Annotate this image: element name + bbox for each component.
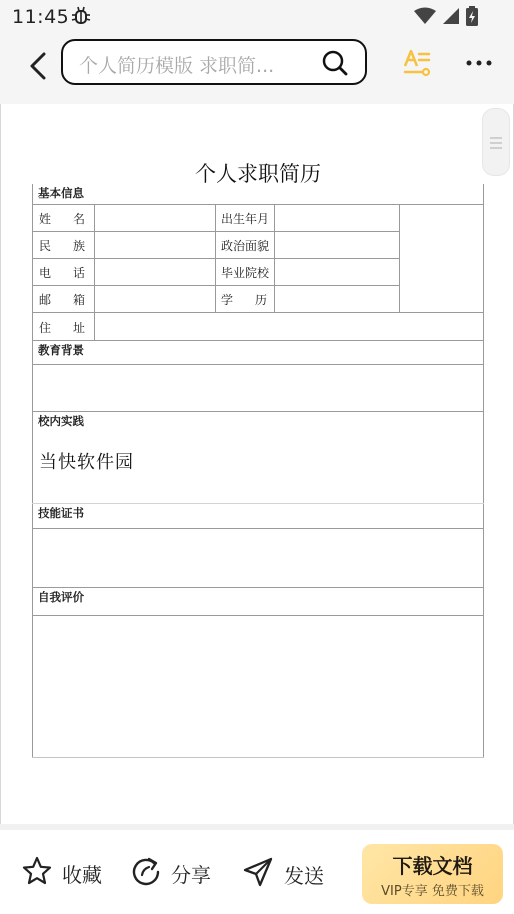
divider — [32, 258, 400, 259]
bottom-action-bar — [0, 830, 514, 914]
back-button[interactable] — [18, 46, 58, 86]
field-label-ethnicity: 民族 — [39, 239, 108, 253]
status-bar — [0, 0, 514, 34]
field-label-address: 住址 — [39, 321, 108, 335]
field-label-email: 邮箱 — [39, 293, 108, 307]
divider — [32, 285, 400, 286]
share-button[interactable] — [131, 856, 211, 891]
status-time: 11:45 — [12, 6, 70, 28]
section-basic-info: 基本信息 — [38, 186, 84, 200]
top-toolbar — [0, 34, 514, 104]
wifi-icon — [414, 7, 436, 29]
bug-icon — [70, 5, 92, 32]
section-campus-practice: 校内实践 — [38, 414, 84, 428]
text-filter-icon[interactable] — [402, 48, 432, 82]
divider — [32, 757, 484, 758]
star-icon — [22, 856, 52, 891]
divider — [32, 364, 484, 365]
field-label-degree: 学历 — [221, 293, 290, 307]
divider — [32, 231, 400, 232]
divider — [32, 411, 484, 412]
share-icon — [131, 856, 161, 891]
send-icon — [242, 856, 274, 893]
divider — [32, 340, 484, 341]
battery-icon — [466, 6, 478, 30]
divider — [399, 204, 400, 312]
favorite-label: 收藏 — [62, 863, 102, 887]
download-title: 下载文档 — [392, 854, 473, 878]
field-label-political: 政治面貌 — [221, 239, 270, 253]
divider — [32, 528, 484, 529]
divider — [32, 503, 484, 504]
document-title: 个人求职简历 — [195, 162, 321, 186]
divider — [32, 587, 484, 588]
field-label-name: 姓名 — [39, 212, 108, 226]
campus-practice-text: 当快软件园 — [39, 452, 134, 473]
download-document-button[interactable] — [362, 844, 503, 904]
field-label-birth: 出生年月 — [221, 212, 270, 226]
field-label-phone: 电话 — [39, 266, 108, 280]
section-education: 教育背景 — [38, 343, 84, 357]
chevron-left-icon — [27, 51, 49, 81]
divider — [32, 312, 484, 313]
send-label: 发送 — [284, 864, 324, 888]
favorite-button[interactable] — [22, 856, 102, 891]
divider — [32, 204, 484, 205]
send-button[interactable] — [242, 856, 324, 893]
download-subtitle: VIP专享 免费下载 — [381, 884, 484, 899]
document-viewer[interactable] — [0, 104, 514, 826]
signal-icon — [442, 7, 460, 29]
divider — [215, 204, 216, 312]
section-skills: 技能证书 — [38, 506, 84, 520]
search-icon[interactable] — [321, 49, 349, 81]
search-placeholder: 个人简历模版 求职简... — [79, 55, 275, 77]
search-box[interactable] — [61, 39, 367, 85]
section-self-evaluation: 自我评价 — [38, 590, 84, 604]
more-icon[interactable] — [464, 48, 494, 82]
divider — [32, 615, 484, 616]
share-label: 分享 — [171, 863, 211, 887]
field-label-school: 毕业院校 — [221, 266, 270, 280]
